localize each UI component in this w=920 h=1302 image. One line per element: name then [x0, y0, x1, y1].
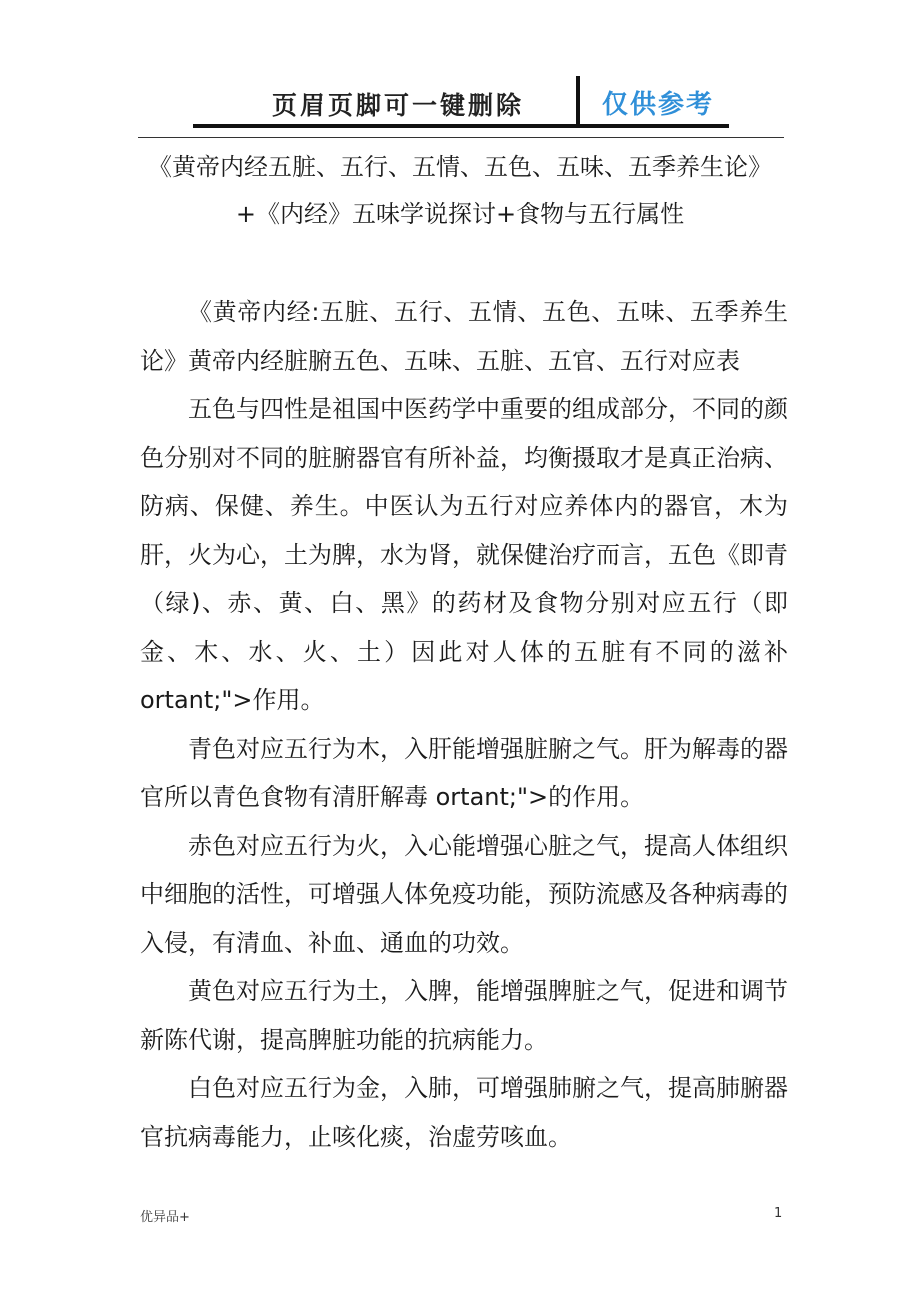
header-right-text: 仅供参考 [602, 90, 715, 120]
paragraph-red: 赤色对应五行为火，入心能增强心脏之气，提高人体组织中细胞的活性，可增强人体免疫功能，预防流感及各种病毒的入侵，有清血、补血、通血的功效。 [140, 831, 788, 957]
header-rule-thick [193, 124, 729, 128]
page-footer [0, 1200, 920, 1240]
document-title-line-2: +《内经》五味学说探讨+食物与五行属性 [235, 200, 685, 228]
footer-left-text: 优异品+ [140, 1210, 190, 1225]
paragraph-green: 青色对应五行为木，入肝能增强脏腑之气。肝为解毒的器官所以青色食物有清肝解毒 ortant;">的作用。 [140, 734, 788, 811]
paragraph-five-colors: 五色与四性是祖国中医药学中重要的组成部分，不同的颜色分别对不同的脏腑器官有所补益，均衡摄取才是真正治病、防病、保健、养生。中医认为五行对应养体内的器官，木为肝，火为心，土为脾，水为肾，就保健治疗而言，五色《即青（绿)、赤、黄、白、黑》的药材及食物分别对应五行（即金、木、水、火、土）因此对人体的五脏有不同的滋补 ortant;">作用。 [140, 395, 788, 714]
paragraph-yellow: 黄色对应五行为土，入脾，能增强脾脏之气，促进和调节新陈代谢，提高脾脏功能的抗病能力。 [140, 977, 788, 1054]
header-divider [576, 76, 580, 126]
document-body [140, 288, 788, 1161]
paragraph-white: 白色对应五行为金，入肺，可增强肺腑之气，提高肺腑器官抗病毒能力，止咳化痰，治虚劳咳血。 [140, 1074, 788, 1151]
page-number: 1 [774, 1206, 783, 1221]
paragraph-intro: 《黄帝内经:五脏、五行、五情、五色、五味、五季养生论》黄帝内经脏腑五色、五味、五脏、五官、五行对应表 [140, 298, 788, 375]
header-left-text: 页眉页脚可一键删除 [272, 91, 525, 120]
document-title-line-1: 《黄帝内经五脏、五行、五情、五色、五味、五季养生论》 [148, 153, 772, 181]
page-header [0, 0, 920, 140]
header-rule-thin [138, 137, 784, 138]
